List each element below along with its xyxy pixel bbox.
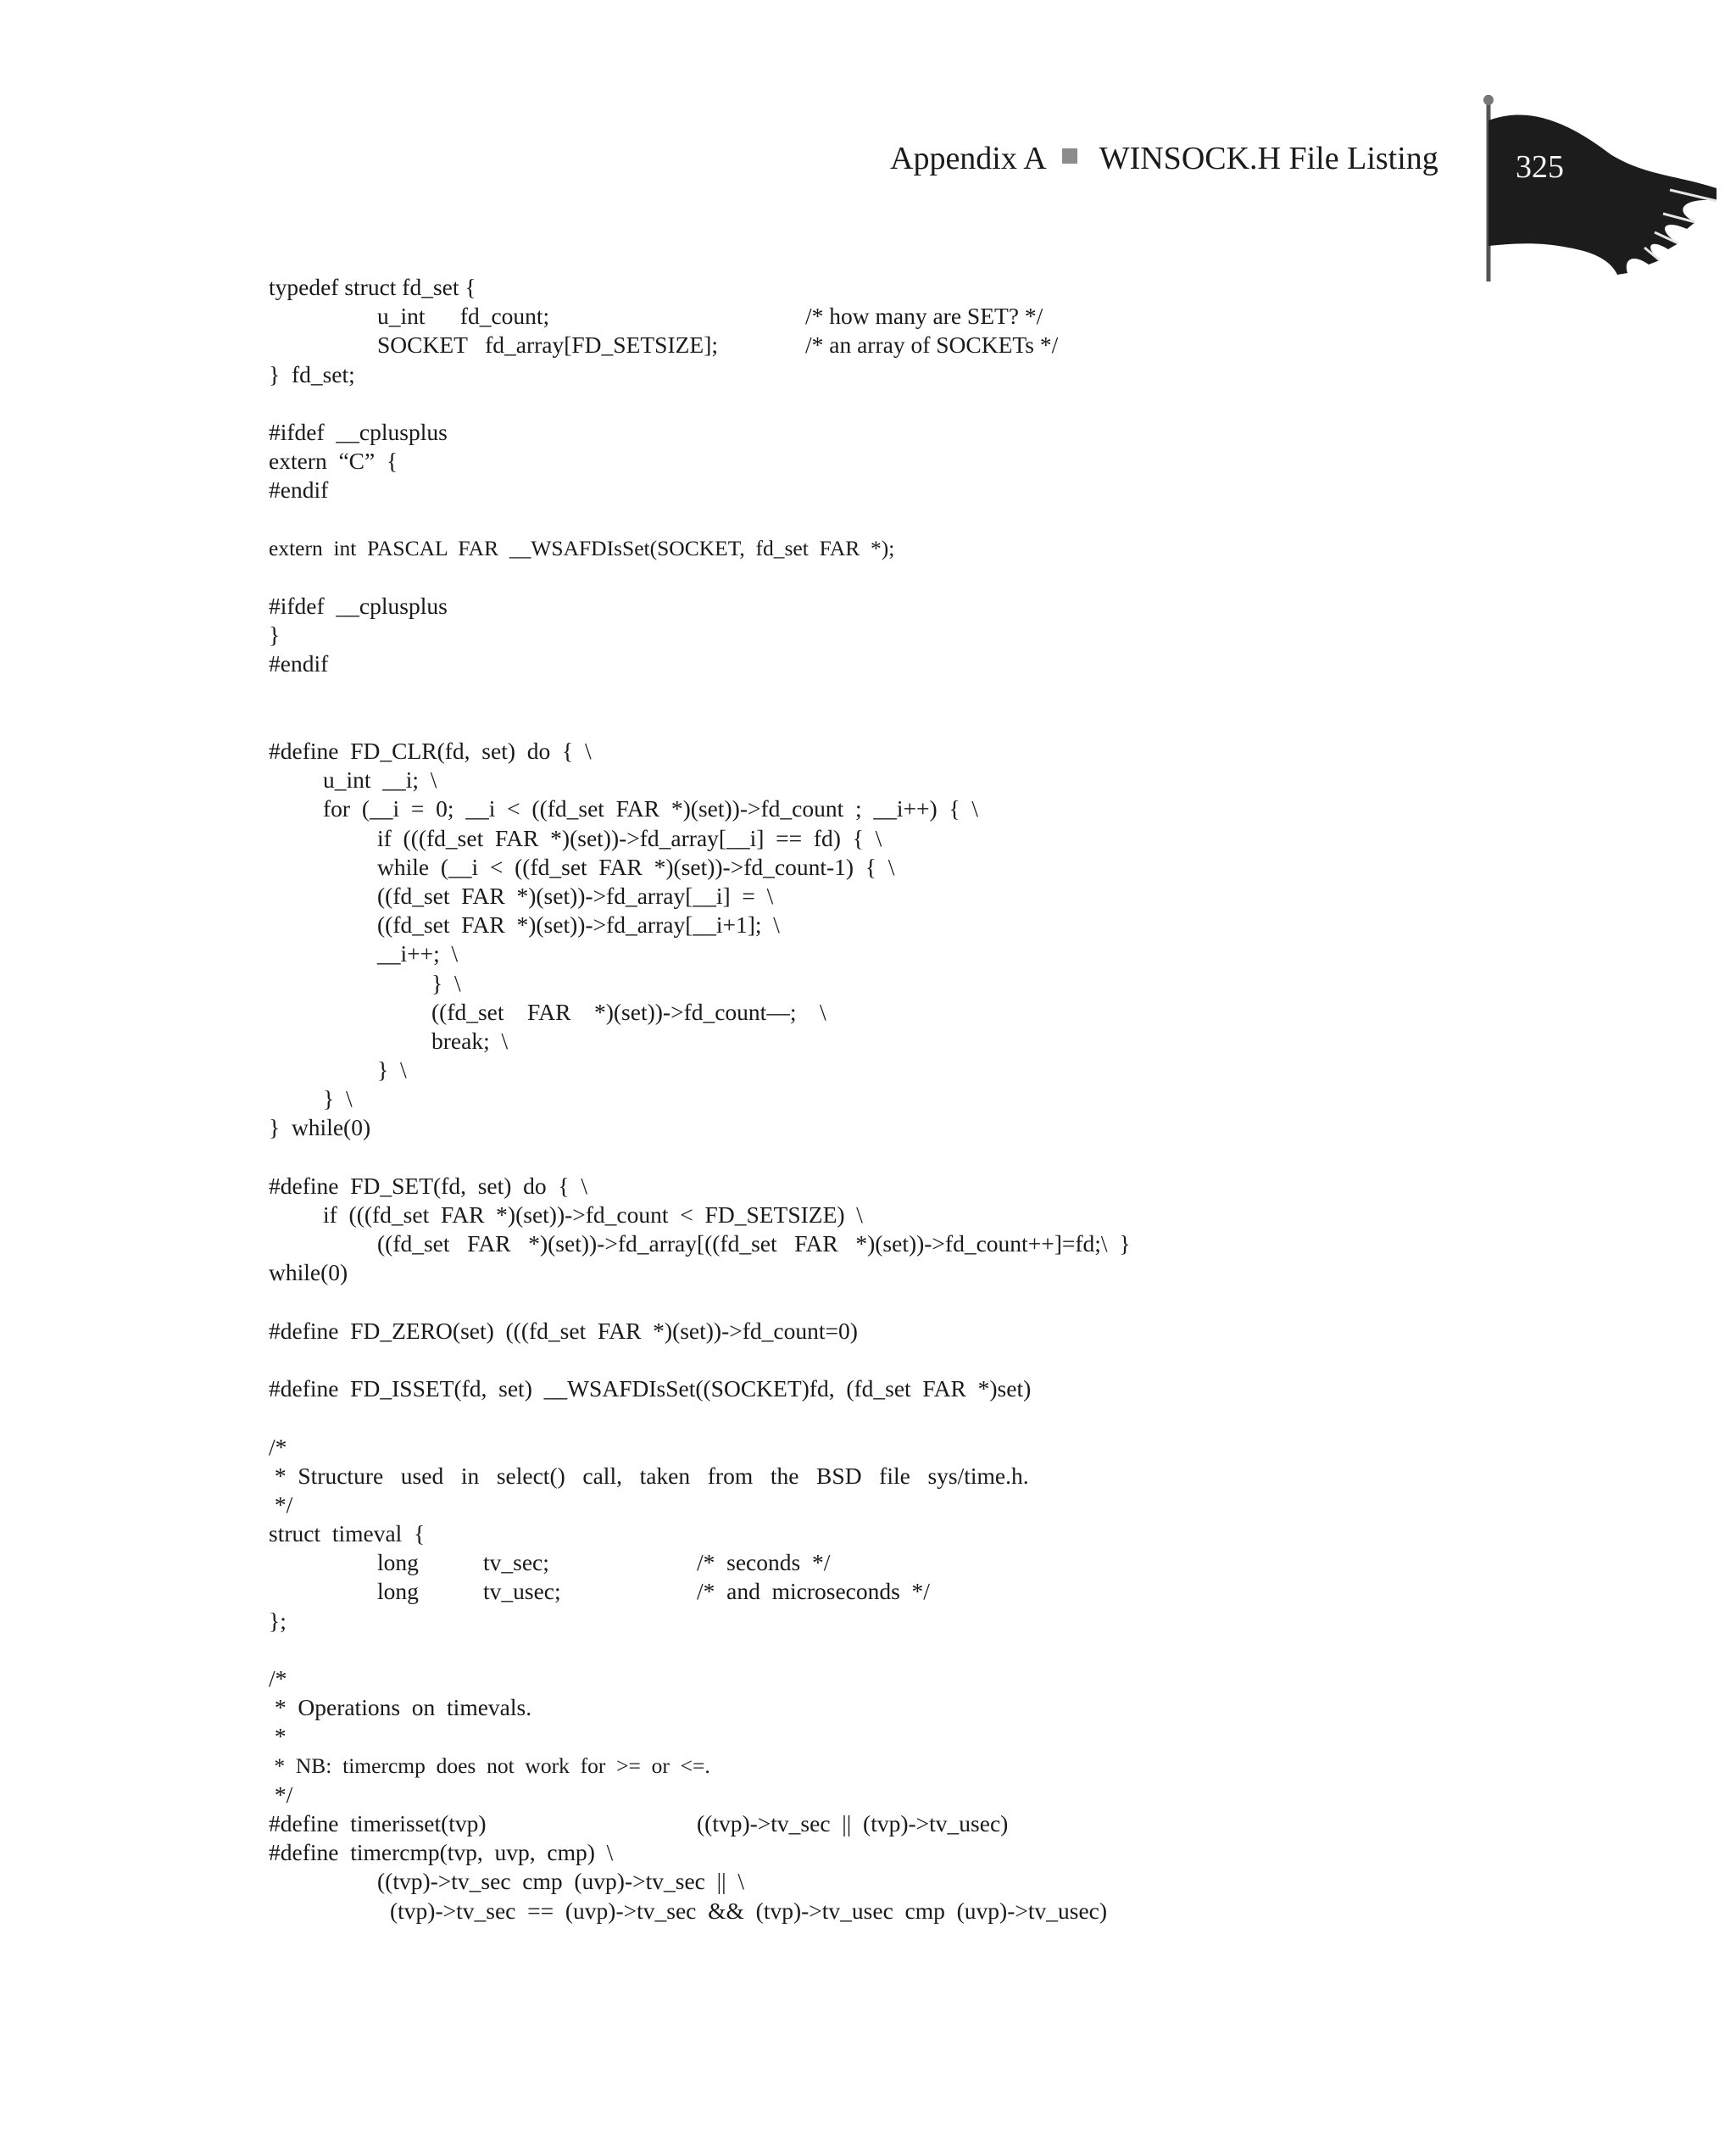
code-line	[269, 1519, 1710, 1548]
code-text: ((fd_set FAR *)(set))->fd_array[((fd_set FAR *)(set))->fd_count++]=fd;\ }	[377, 1230, 1131, 1257]
code-line	[269, 1317, 1710, 1346]
code-line	[269, 1781, 1710, 1809]
code-comment: /* and microseconds */	[697, 1578, 930, 1605]
code-line	[269, 1693, 1710, 1722]
code-line	[269, 1056, 1710, 1084]
code-text: ((fd_set FAR *)(set))->fd_array[__i] = \	[377, 882, 774, 909]
code-line	[269, 824, 1710, 853]
code-text: } fd_set;	[269, 360, 355, 387]
code-comment: /* seconds */	[697, 1549, 831, 1576]
code-text: tv_sec;	[483, 1549, 549, 1576]
blank-line	[269, 1403, 1710, 1432]
code-line	[269, 1172, 1710, 1201]
code-line	[269, 911, 1710, 939]
blank-line	[269, 1346, 1710, 1374]
code-line	[269, 1113, 1710, 1142]
code-text: #ifdef __cplusplus	[269, 418, 448, 445]
code-line	[269, 1084, 1710, 1113]
code-text: if (((fd_set FAR *)(set))->fd_array[__i] == fd) { \	[377, 824, 882, 851]
code-line	[269, 1374, 1710, 1403]
code-text: u_int fd_count;	[377, 303, 550, 330]
code-text: ((tvp)->tv_sec cmp (uvp)->tv_sec || \	[377, 1868, 745, 1895]
code-text: }	[269, 621, 281, 649]
flag-icon	[1475, 95, 1721, 290]
code-line	[269, 360, 1710, 389]
blank-line	[269, 563, 1710, 592]
code-line	[269, 1201, 1710, 1229]
code-line	[269, 1491, 1710, 1519]
code-comment: * Operations on timevals.	[269, 1694, 532, 1721]
code-line	[269, 1897, 1710, 1926]
code-text: #define timercmp(tvp, uvp, cmp) \	[269, 1839, 614, 1866]
section-label: Appendix A	[890, 141, 1047, 176]
code-text: extern “C” {	[269, 448, 398, 475]
code-line	[269, 302, 1710, 331]
blank-line	[269, 389, 1710, 418]
code-line	[269, 273, 1710, 302]
code-text: };	[269, 1607, 287, 1634]
code-text: #ifdef __cplusplus	[269, 593, 448, 620]
code-comment: *	[269, 1723, 287, 1750]
code-line	[269, 998, 1710, 1027]
blank-line	[269, 1636, 1710, 1664]
code-line	[269, 939, 1710, 968]
code-line	[269, 853, 1710, 882]
code-line	[269, 1664, 1710, 1693]
code-line	[269, 1722, 1710, 1751]
code-text: } while(0)	[269, 1114, 371, 1141]
code-text: #define FD_SET(fd, set) do { \	[269, 1172, 587, 1199]
code-text: extern int PASCAL FAR __WSAFDIsSet(SOCKET, fd_set FAR *);	[269, 535, 895, 560]
code-text: #define FD_ISSET(fd, set) __WSAFDIsSet((SOCKET)fd, (fd_set FAR *)set)	[269, 1375, 1032, 1402]
code-text: struct timeval {	[269, 1520, 426, 1547]
code-line	[269, 1838, 1710, 1867]
code-text: SOCKET fd_array[FD_SETSIZE];	[377, 332, 719, 359]
code-line	[269, 1752, 1710, 1781]
code-text: break; \	[431, 1027, 509, 1054]
blank-line	[269, 505, 1710, 534]
code-line	[269, 1433, 1710, 1462]
code-comment: * Structure used in select() call, taken from the BSD file sys/time.h.	[269, 1462, 1029, 1489]
blank-line	[269, 708, 1710, 737]
code-line	[269, 1607, 1710, 1636]
code-line	[269, 621, 1710, 649]
code-text: long	[377, 1578, 419, 1605]
code-text: while (__i < ((fd_set FAR *)(set))->fd_count-1) { \	[377, 853, 895, 880]
code-line	[269, 882, 1710, 911]
code-text: (tvp)->tv_sec == (uvp)->tv_sec && (tvp)->tv_usec cmp (uvp)->tv_usec)	[390, 1897, 1108, 1924]
blank-line	[269, 1143, 1710, 1172]
code-text: } \	[431, 969, 461, 996]
code-text: #define timerisset(tvp)	[269, 1809, 487, 1836]
code-comment: /*	[269, 1665, 287, 1691]
code-text: while(0)	[269, 1259, 348, 1286]
code-line	[269, 592, 1710, 621]
code-text: long	[377, 1549, 419, 1576]
bullet-square-icon	[1062, 148, 1077, 164]
code-comment: * NB: timercmp does not work for >= or <=.	[269, 1753, 710, 1778]
blank-line	[269, 1288, 1710, 1317]
code-line	[269, 1462, 1710, 1491]
blank-line	[269, 679, 1710, 708]
code-text: #endif	[269, 477, 329, 504]
code-line	[269, 1548, 1710, 1577]
code-comment: /* an array of SOCKETs */	[805, 332, 1059, 359]
code-line	[269, 534, 1710, 563]
code-comment: */	[269, 1781, 293, 1808]
code-text: } \	[377, 1056, 407, 1084]
code-text: typedef struct fd_set {	[269, 274, 476, 300]
code-line	[269, 418, 1710, 447]
code-line	[269, 1867, 1710, 1896]
code-line	[269, 1258, 1710, 1287]
code-text: for (__i = 0; __i < ((fd_set FAR *)(set))->fd_count ; __i++) { \	[323, 795, 979, 822]
code-line	[269, 447, 1710, 476]
code-line	[269, 331, 1710, 359]
code-text: ((fd_set FAR *)(set))->fd_array[__i+1]; \	[377, 911, 780, 939]
page-number: 325	[1516, 149, 1564, 185]
code-line	[269, 1229, 1710, 1258]
code-line	[269, 649, 1710, 678]
code-text: #define FD_ZERO(set) (((fd_set FAR *)(set))->fd_count=0)	[269, 1317, 858, 1344]
code-text: } \	[323, 1085, 353, 1112]
code-text: __i++; \	[377, 940, 459, 967]
code-line	[269, 737, 1710, 766]
code-line	[269, 1577, 1710, 1606]
code-text: #endif	[269, 650, 329, 677]
code-comment: */	[269, 1491, 293, 1518]
code-text: tv_usec;	[483, 1578, 561, 1605]
code-comment: /*	[269, 1433, 287, 1460]
code-line	[269, 1027, 1710, 1056]
code-line	[269, 1809, 1710, 1838]
code-comment: /* how many are SET? */	[805, 303, 1043, 330]
code-text: if (((fd_set FAR *)(set))->fd_count < FD_SETSIZE) \	[323, 1201, 863, 1228]
code-listing	[269, 273, 1710, 1926]
code-text: ((fd_set FAR *)(set))->fd_count—; \	[431, 998, 826, 1025]
code-line	[269, 766, 1710, 794]
code-line	[269, 794, 1710, 823]
code-text: ((tvp)->tv_sec || (tvp)->tv_usec)	[697, 1809, 1009, 1836]
code-line	[269, 476, 1710, 504]
code-line	[269, 969, 1710, 998]
running-header	[890, 140, 1438, 182]
code-text: u_int __i; \	[323, 766, 437, 794]
chapter-title: WINSOCK.H File Listing	[1099, 141, 1438, 176]
code-text: #define FD_CLR(fd, set) do { \	[269, 738, 592, 764]
